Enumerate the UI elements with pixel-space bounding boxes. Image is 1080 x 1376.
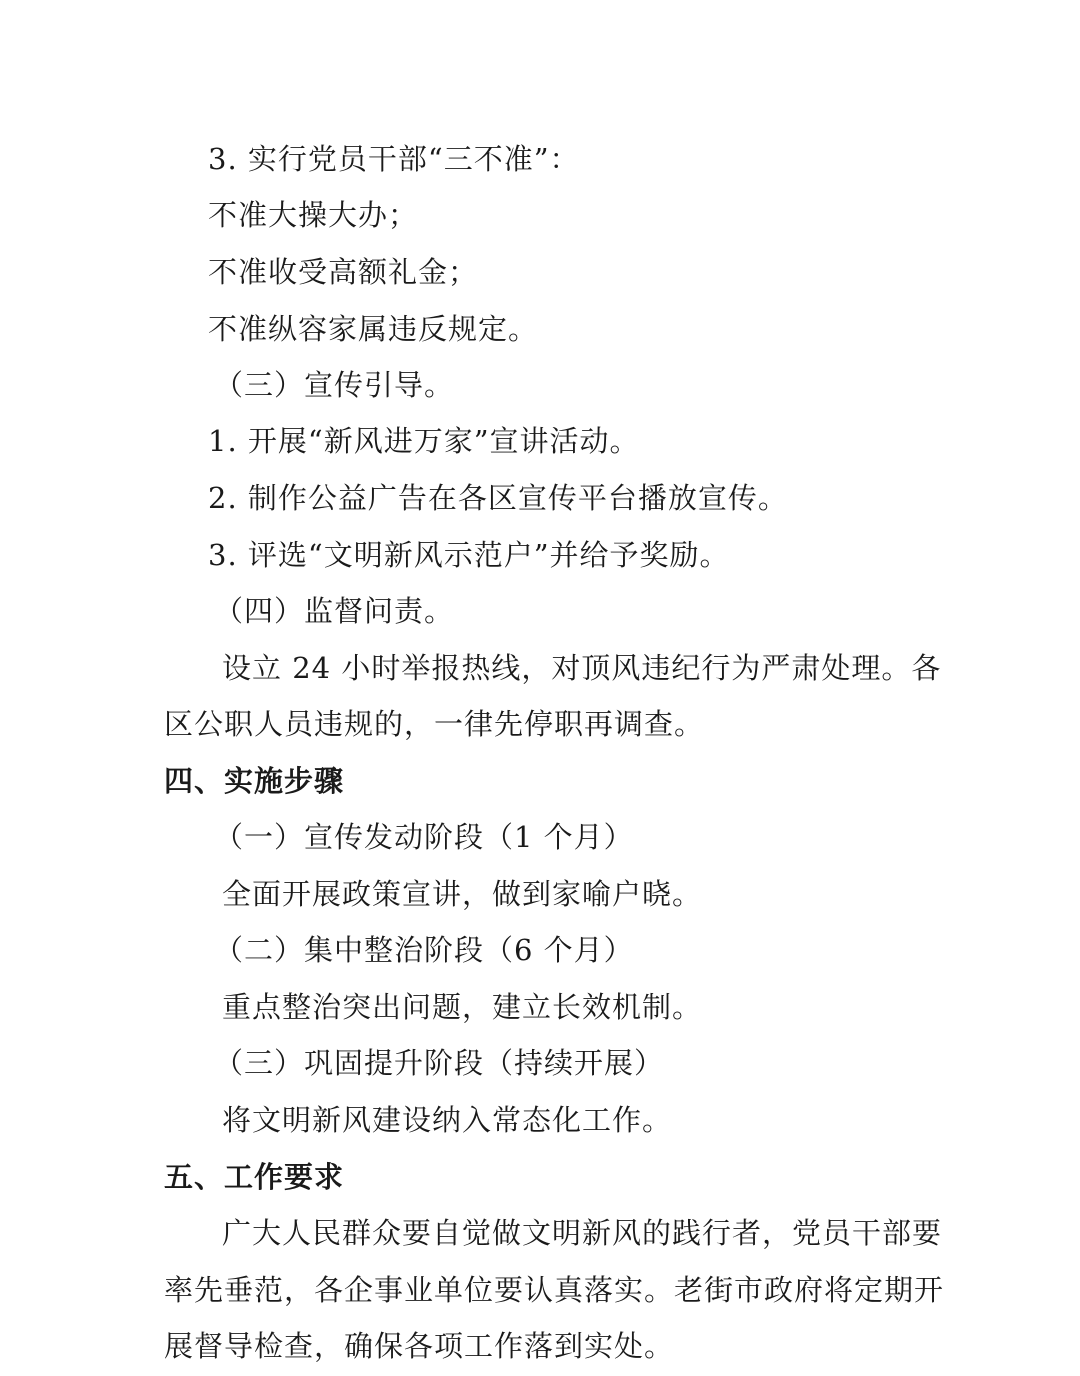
list-item: 3. 评选“文明新风示范户”并给予奖励。 bbox=[208, 538, 730, 572]
section-heading: 四、实施步骤 bbox=[164, 764, 345, 798]
list-item: 3. 实行党员干部“三不准”： bbox=[208, 142, 580, 176]
list-item: 不准收受高额礼金； bbox=[208, 255, 479, 289]
paragraph-line: 广大人民群众要自觉做文明新风的践行者，党员干部要 bbox=[222, 1216, 943, 1250]
list-item: 2. 制作公益广告在各区宣传平台播放宣传。 bbox=[208, 481, 788, 515]
list-item: 不准大操大办； bbox=[208, 198, 419, 232]
paragraph-line: 区公职人员违规的，一律先停职再调查。 bbox=[164, 707, 705, 741]
paragraph-line: 率先垂范，各企事业单位要认真落实。老街市政府将定期开 bbox=[164, 1273, 945, 1307]
paragraph-line: 设立 24 小时举报热线，对顶风违纪行为严肃处理。各 bbox=[222, 651, 942, 685]
subsection-heading: （三）巩固提升阶段（持续开展） bbox=[214, 1046, 665, 1080]
subsection-heading: （一）宣传发动阶段（1 个月） bbox=[214, 820, 634, 854]
paragraph-line: 展督导检查，确保各项工作落到实处。 bbox=[164, 1329, 675, 1363]
paragraph-line: 重点整治突出问题，建立长效机制。 bbox=[222, 990, 703, 1024]
subsection-heading: （二）集中整治阶段（6 个月） bbox=[214, 933, 634, 967]
list-item: 1. 开展“新风进万家”宣讲活动。 bbox=[208, 424, 640, 458]
list-item: 不准纵容家属违反规定。 bbox=[208, 312, 539, 346]
paragraph-line: 将文明新风建设纳入常态化工作。 bbox=[222, 1103, 673, 1137]
subsection-heading: （三）宣传引导。 bbox=[214, 368, 455, 402]
subsection-heading: （四）监督问责。 bbox=[214, 594, 455, 628]
paragraph-line: 全面开展政策宣讲，做到家喻户晓。 bbox=[222, 877, 703, 911]
section-heading: 五、工作要求 bbox=[164, 1160, 345, 1194]
